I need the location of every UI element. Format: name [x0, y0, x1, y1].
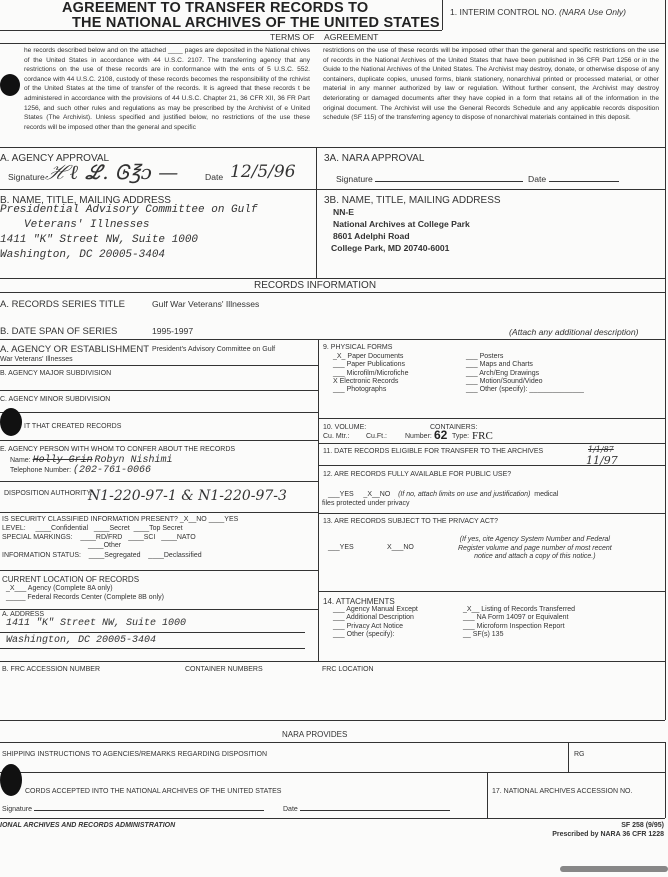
physical-form-option[interactable]: ___ Maps and Charts — [466, 361, 533, 369]
terms-left-text: he records described below and on the attached ____ pages are deposited in the National chives of the United States in accordance with 44 U.S.C. 2107. The transferring agency that any restrictions on the use of these records are in conformance with the ents of 5 U.S.C. 552. cordance with 44 U.S.C. 2108, custody of these records becomes the responsibility of the rchivist of the United States at the time of transfer of the records. It is agreed that these records t be administered in accordance with the provisions of 44 U.S.C. Chapter 21, 36 CFR XII, 36 FR Part 1256, and such other rules and regulations as may be prescribed by the Archivist of e United States (The Archivist). Unless specified and justified below, no restrictions of the use these records will be imposed other than the general and specific — [24, 47, 310, 131]
series-title-value: Gulf War Veterans' Illnesses — [152, 299, 260, 309]
physical-form-option[interactable]: ___ Photographs — [333, 386, 387, 394]
address-label: A. ADDRESS — [2, 611, 45, 618]
rg-label: RG — [574, 751, 585, 758]
agency-value-cont: War Veterans' Illnesses — [0, 356, 73, 363]
title-line-1: AGREEMENT TO TRANSFER RECORDS TO — [62, 0, 369, 16]
privacy-note: (If yes, cite Agency System Number and Federal Register volume and page number of most recent notice and attach a copy of this notice.) — [458, 536, 612, 560]
attachment-option[interactable]: __ SF(s) 135 — [463, 631, 504, 639]
physical-form-option[interactable]: ___ Paper Publications — [333, 361, 405, 369]
records-info-heading: RECORDS INFORMATION — [254, 280, 377, 291]
privacy-act-label: 13. ARE RECORDS SUBJECT TO THE PRIVACY ACT? — [323, 518, 499, 525]
footer-prescribed: Prescribed by NARA 36 CFR 1228 — [552, 831, 664, 838]
nara-address-line: National Archives at College Park — [333, 219, 470, 229]
agency-address-label: B. NAME, TITLE, MAILING ADDRESS — [0, 195, 171, 206]
accession-number-label: 17. NATIONAL ARCHIVES ACCESSION NO. — [492, 788, 633, 795]
punch-hole — [0, 408, 22, 436]
major-subdivision-label: B. AGENCY MAJOR SUBDIVISION — [0, 370, 112, 377]
special-markings: SPECIAL MARKINGS: ____RD/FRD ____SCI ____NATO — [2, 534, 196, 541]
physical-forms-left — [333, 353, 408, 394]
attachment-option[interactable]: ___ Microform Inspection Report — [463, 622, 565, 630]
agency-date-value[interactable]: 12/5/96 — [230, 162, 296, 182]
nara-address-line: NN-E — [333, 207, 355, 217]
attachment-option[interactable]: ___ Additional Description — [333, 614, 414, 622]
punch-hole — [0, 74, 20, 96]
physical-form-option[interactable]: ___ Other (specify): ______________ — [466, 386, 584, 394]
date-span-value: 1995-1997 — [152, 326, 194, 336]
accepted-label: CORDS ACCEPTED INTO THE NATIONAL ARCHIVES OF THE UNITED STATES — [25, 788, 282, 795]
attachment-option[interactable]: ___ Other (specify): — [333, 631, 395, 639]
nara-address-line: 8601 Adelphi Road — [333, 231, 410, 241]
attachments-label: 14. ATTACHMENTS — [323, 597, 395, 606]
public-use-extra: files protected under privacy — [322, 500, 410, 507]
title-line-2: THE NATIONAL ARCHIVES OF THE UNITED STATES — [72, 15, 440, 31]
eligible-date-value: 11/97 — [586, 454, 618, 467]
location-frc-option[interactable]: _____ Federal Records Center (Complete 8B only) — [6, 594, 164, 601]
disposition-value: N1-220-97-1 & N1-220-97-3 — [88, 488, 287, 504]
frc-accession-label: B. FRC ACCESSION NUMBER — [2, 666, 101, 673]
number-label: Number: — [405, 433, 432, 440]
contact-name: Name: Holly Grin Robyn Nishimi — [10, 455, 173, 466]
attachment-option[interactable]: _X__ Listing of Records Transferred — [463, 606, 576, 613]
agency-address-line: 1411 "K" Street NW, Suite 1000 — [0, 234, 199, 246]
agency-address-line: Washington, DC 20005-3404 — [0, 249, 166, 261]
series-title-label: A. RECORDS SERIES TITLE — [0, 299, 125, 310]
eligible-date-label: 11. DATE RECORDS ELIGIBLE FOR TRANSFER TO THE ARCHIVES — [323, 448, 544, 455]
interim-control-label: 1. INTERIM CONTROL NO. (NARA Use Only) — [450, 7, 627, 17]
containers-label: CONTAINERS: — [430, 424, 478, 431]
attachments-left — [333, 606, 418, 640]
type-value: FRC — [472, 430, 493, 442]
attachment-option[interactable]: ___ Privacy Act Notice — [333, 622, 404, 630]
scan-artifact — [560, 866, 668, 872]
type-label: Type: — [452, 433, 470, 440]
agency-label: A. AGENCY OR ESTABLISHMENT — [0, 344, 150, 355]
nara-address-line: College Park, MD 20740-6001 — [331, 243, 450, 253]
physical-form-option[interactable]: ___ Microfilm/Microfiche — [333, 369, 409, 377]
terms-heading-left: TERMS OF — [270, 32, 315, 42]
container-numbers-label: CONTAINER NUMBERS — [185, 666, 263, 673]
frc-location-label: FRC LOCATION — [322, 666, 374, 673]
address-line: Washington, DC 20005-3404 — [6, 635, 157, 646]
nara-approval-label: 3A. NARA APPROVAL — [324, 153, 425, 164]
number-value: 62 — [434, 428, 448, 442]
disposition-label: DISPOSITION AUTHORITY: — [4, 490, 93, 497]
current-location-label: CURRENT LOCATION OF RECORDS — [2, 575, 140, 584]
agency-signature: ℋℓ ℒ. Ꮆ℥ɔ — — [45, 160, 179, 184]
accepted-date[interactable]: Date — [283, 806, 450, 813]
agency-address-line: Presidential Advisory Committee on Gulf — [0, 204, 258, 216]
contact-person-label: E. AGENCY PERSON WITH WHOM TO CONFER ABOUT THE RECORDS — [0, 446, 236, 453]
agency-date-label: Date — [205, 172, 224, 182]
address-line: 1411 "K" Street NW, Suite 1000 — [6, 618, 187, 629]
nara-date-label[interactable]: Date — [528, 174, 619, 184]
privacy-no[interactable]: X___NO — [387, 544, 414, 551]
cu-mtr-label: Cu. Mtr.: — [323, 433, 350, 440]
eligible-date-struck: 1/1/87 — [588, 445, 614, 454]
agency-approval-label: A. AGENCY APPROVAL — [0, 153, 110, 164]
physical-form-option[interactable]: ___ Arch/Eng Drawings — [466, 369, 540, 377]
location-agency-option[interactable]: _X___ Agency (Complete 8A only) — [6, 585, 113, 592]
public-use-label: 12. ARE RECORDS FULLY AVAILABLE FOR PUBLIC USE? — [323, 471, 512, 478]
public-use-answer: ___YES _X__NO (If no, attach limits on use and justification) medical — [328, 491, 559, 498]
physical-form-option[interactable]: X Electronic Records — [333, 377, 399, 385]
date-span-label: B. DATE SPAN OF SERIES — [0, 326, 118, 337]
contact-phone: Telephone Number: (202-761-0066 — [10, 465, 152, 476]
footer-form-number: SF 258 (9/95) — [621, 822, 664, 829]
privacy-yes[interactable]: ___YES — [328, 544, 354, 551]
nara-address-label: 3B. NAME, TITLE, MAILING ADDRESS — [324, 195, 501, 206]
attach-note: (Attach any additional description) — [509, 327, 639, 337]
shipping-instructions-label: SHIPPING INSTRUCTIONS TO AGENCIES/REMARKS REGARDING DISPOSITION — [2, 751, 268, 758]
terms-heading-right: AGREEMENT — [324, 32, 379, 42]
unit-label: IT THAT CREATED RECORDS — [24, 423, 122, 430]
nara-signature-label[interactable]: Signature — [336, 174, 523, 184]
agency-signature-label: Signature — [8, 172, 45, 182]
attachments-right — [463, 606, 575, 640]
physical-form-option[interactable]: ___ Motion/Sound/Video — [466, 377, 543, 385]
attachment-option[interactable]: ___ Agency Manual Except — [333, 606, 418, 613]
punch-hole — [0, 764, 22, 796]
physical-form-option[interactable]: ___ Posters — [466, 353, 504, 360]
terms-right-text: restrictions on the use of these records will be imposed other than the general and specific restrictions on the use of records in the National Archives of the United States that have been published in 36 CFR Part 1256 or in the Guide to the National Archives of the United States. The Archivist may destroy, donate, or otherwise dispose of any containers, duplicate copies, unused forms, blank stationery, nonarchival printed or processed material, or other material in any manner authorized by law or regulation. Without further consent, the Archivist may destroy deteriorating or damaged documents after they have copied in a form that retains all of the information in the original document. The Archivist will use the General Records Schedule and any applicable records disposition schedule (SF 115) of the transferring agency to dispose of nonarchival materials contained in this deposit. — [323, 47, 659, 122]
footer-agency: IONAL ARCHIVES AND RECORDS ADMINISTRATION — [0, 822, 176, 829]
security-question: IS SECURITY CLASSIFIED INFORMATION PRESENT? _X__NO ____YES — [2, 516, 239, 523]
nara-provides-heading: NARA PROVIDES — [282, 730, 348, 739]
cu-ft-label: Cu.Ft.: — [366, 433, 388, 440]
physical-form-option[interactable]: _X_ Paper Documents — [333, 353, 404, 360]
physical-forms-label: 9. PHYSICAL FORMS — [323, 344, 393, 351]
accepted-signature[interactable]: Signature — [2, 806, 264, 813]
agency-value: President's Advisory Committee on Gulf — [152, 346, 276, 353]
information-status: INFORMATION STATUS: ____Segregated ____Declassified — [2, 552, 202, 559]
minor-subdivision-label: C. AGENCY MINOR SUBDIVISION — [0, 396, 111, 403]
special-markings-other: ____Other — [88, 542, 122, 549]
attachment-option[interactable]: ___ NA Form 14097 or Equivalent — [463, 614, 569, 622]
agency-address-line: Veterans' Illnesses — [24, 219, 150, 231]
physical-forms-right — [466, 353, 584, 394]
security-level: LEVEL: ____Confidential ____Secret ____Top Secret — [2, 525, 183, 532]
volume-label: 10. VOLUME: — [323, 424, 367, 431]
